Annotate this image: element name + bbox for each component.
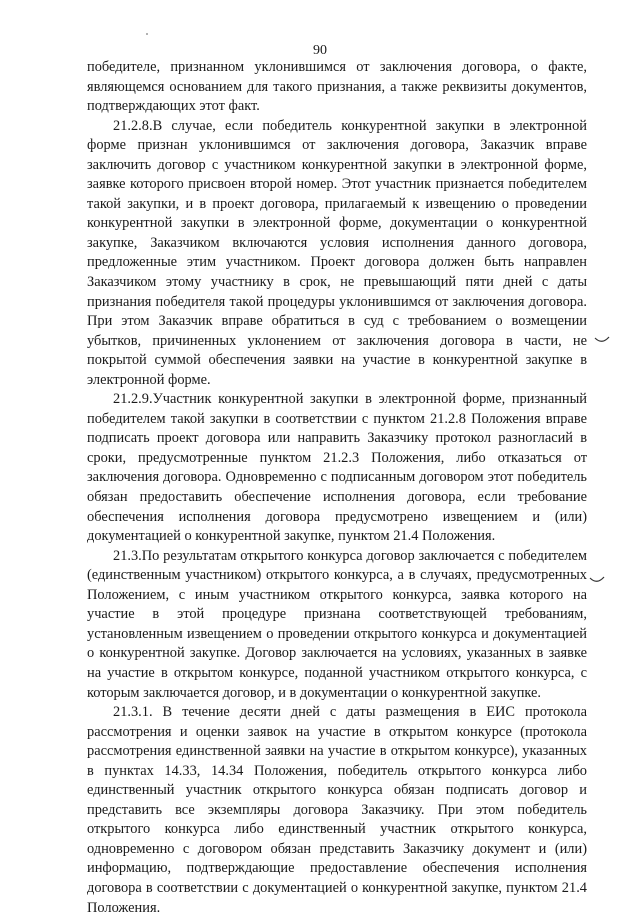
paragraph-clause-21-3: 21.3.По результатам открытого конкурса договор заключается с победителем (единственным участником) открытого конкурса, а в случаях, предусмотренных Положением, с иным участником открытого конкурса, заявка которого на участие в этой процедуре признана соответствующей требованиям, установленным извещением о проведении открытого конкурса и документацией о конкурентной закупке. Договор заключается на условиях, указанных в заявке на участие в открытом конкурсе, поданной участником открытого конкурса, с которым заключается договор, и в документации о конкурентной закупке. (87, 547, 587, 701)
page-number: 90 (313, 43, 327, 58)
paragraph-continuation: победителе, признанном уклонившимся от заключения договора, о факте, являющемся основанием для такого признания, а также реквизиты документов, подтверждающих этот факт. (87, 59, 587, 115)
margin-tick-mark (594, 336, 610, 344)
scan-speck (146, 33, 148, 35)
document-body (87, 58, 587, 918)
paragraph-clause-21-3-1: 21.3.1. В течение десяти дней с даты размещения в ЕИС протокола рассмотрения и оценки заявок на участие в открытом конкурсе (протокола рассмотрения единственной заявки на участие в открытом конкурсе), указанных в пунктах 14.33, 14.34 Положения, победитель открытого конкурса либо единственный участник открытого конкурса обязан подписать договор и представить все экземпляры договора Заказчику. При этом победитель открытого конкурса либо единственный участник открытого конкурса, одновременно с договором обязан представить Заказчику документ и (или) информацию, подтверждающие предоставление обеспечения исполнения договора в соответствии с документацией о конкурентной закупке, пунктом 21.4 Положения. (87, 704, 587, 916)
paragraph-clause-21-2-8: 21.2.8.В случае, если победитель конкурентной закупки в электронной форме признан уклонившимся от заключения договора, Заказчик вправе заключить договор с участником конкурентной закупки в электронной форме, заявке которого присвоен второй номер. Этот участник признается победителем такой закупки, и в проект договора, прилагаемый к извещению о проведении конкурентной закупки в электронной форме, документации о конкурентной закупке, Заказчиком включаются условия исполнения данного договора, предложенные этим участником. Проект договора должен быть направлен Заказчиком этому участнику в срок, не превышающий пяти дней с даты признания победителя такой процедуры уклонившимся от заключения договора. При этом Заказчик вправе обратиться в суд с требованием о возмещении убытков, причиненных уклонением от заключения договора в части, не покрытой суммой обеспечения заявки на участие в конкурентной закупке в электронной форме. (87, 117, 587, 388)
paragraph-clause-21-2-9: 21.2.9.Участник конкурентной закупки в электронной форме, признанный победителем такой закупки в соответствии с пунктом 21.2.8 Положения вправе подписать проект договора или направить Заказчику протокол разногласий в сроки, предусмотренные пунктом 21.2.3 Положения, либо отказаться от заключения договора. Одновременно с подписанным договором этот победитель обязан предоставить обеспечение исполнения договора, если требование обеспечения исполнения договора предусмотрено извещением и (или) документацией о конкурентной закупке, пунктом 21.4 Положения. (87, 391, 587, 545)
margin-tick-mark (589, 576, 605, 584)
